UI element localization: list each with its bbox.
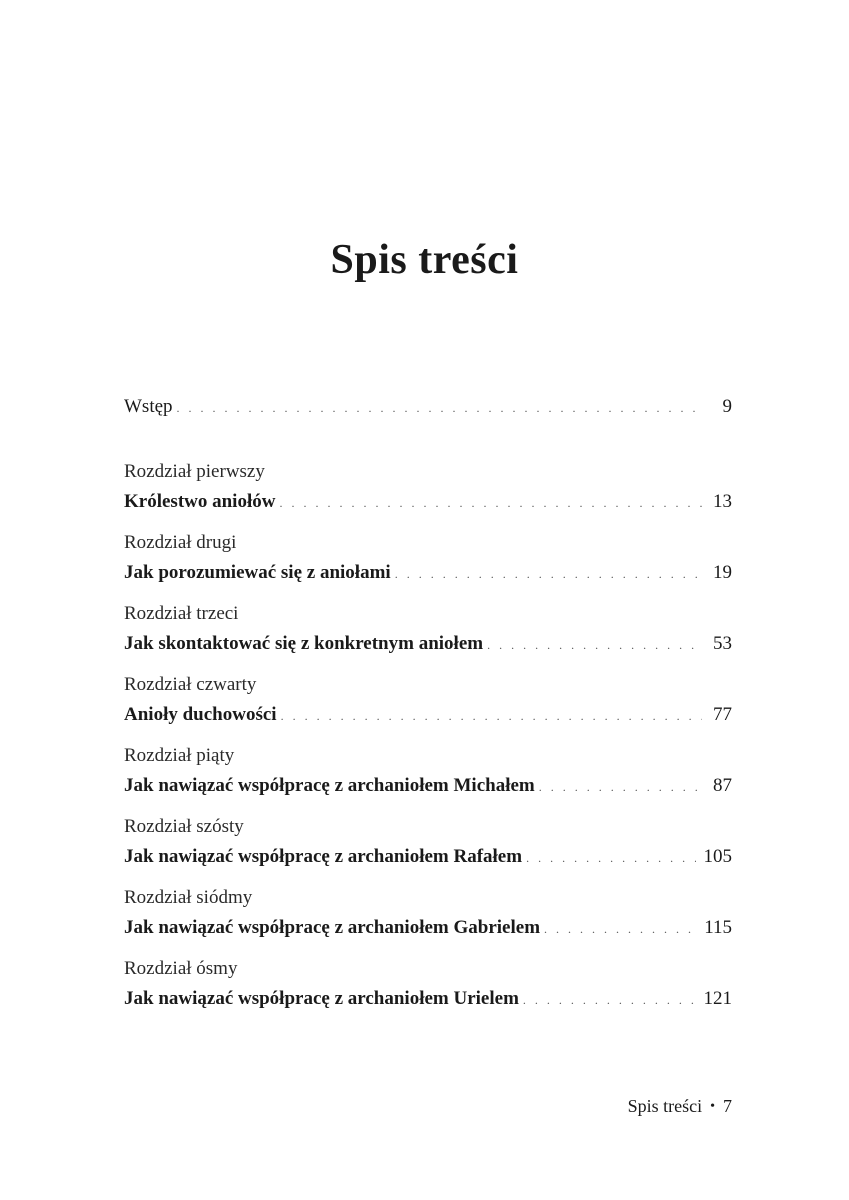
chapter-number: Rozdział piąty: [124, 745, 235, 766]
toc-row: [124, 984, 732, 1015]
intro-page-number: 9: [722, 396, 732, 417]
bullet-separator: •: [710, 1099, 715, 1114]
chapter-title: Królestwo aniołów: [124, 491, 276, 512]
chapter-page-number: 77: [713, 704, 732, 725]
toc-row: [124, 842, 732, 873]
chapter-number: Rozdział ósmy: [124, 958, 238, 979]
dot-leader: [487, 630, 702, 660]
chapter-title: Jak nawiązać współpracę z archaniołem Gabrielem: [124, 917, 541, 938]
chapter-page-number: 53: [713, 633, 732, 654]
dot-leader: [281, 701, 702, 731]
page-number: 7: [723, 1096, 732, 1116]
dot-leader: [523, 985, 696, 1015]
dot-leader: [526, 843, 695, 873]
chapter-title: Jak nawiązać współpracę z archaniołem Rafałem: [124, 846, 523, 867]
toc-entry-chapter-6[interactable]: [124, 812, 732, 873]
toc-entry-intro[interactable]: [124, 392, 732, 423]
toc-entry-chapter-4[interactable]: [124, 670, 732, 731]
dot-leader: [544, 914, 696, 944]
chapter-number: Rozdział trzeci: [124, 603, 239, 624]
chapter-number: Rozdział szósty: [124, 816, 244, 837]
chapter-title: Jak nawiązać współpracę z archaniołem Michałem: [124, 775, 535, 796]
toc-row: [124, 700, 732, 731]
page-title: Spis treści: [330, 237, 519, 283]
footer-section-title: Spis treści: [627, 1096, 703, 1116]
table-of-contents: [124, 392, 732, 1025]
dot-leader: [539, 772, 702, 802]
running-footer: [628, 1096, 732, 1117]
toc-entry-chapter-8[interactable]: [124, 954, 732, 1015]
toc-row: [124, 558, 732, 589]
chapter-title: Jak nawiązać współpracę z archaniołem Urielem: [124, 988, 519, 1009]
chapter-title: Jak skontaktować się z konkretnym aniołem: [124, 633, 484, 654]
toc-entry-chapter-1[interactable]: [124, 457, 732, 518]
intro-label: Wstęp: [124, 396, 173, 417]
toc-row: [124, 392, 732, 423]
chapter-page-number: 87: [713, 775, 732, 796]
chapter-number: Rozdział czwarty: [124, 674, 257, 695]
toc-entry-chapter-5[interactable]: [124, 741, 732, 802]
chapter-page-number: 121: [703, 988, 732, 1009]
toc-entry-chapter-7[interactable]: [124, 883, 732, 944]
toc-row: [124, 629, 732, 660]
toc-row: [124, 913, 732, 944]
toc-entry-chapter-3[interactable]: [124, 599, 732, 660]
chapter-number: Rozdział drugi: [124, 532, 237, 553]
chapter-title: Anioły duchowości: [124, 704, 277, 725]
chapter-page-number: 105: [703, 846, 732, 867]
toc-row: [124, 771, 732, 802]
chapter-title: Jak porozumiewać się z aniołami: [124, 562, 391, 583]
toc-row: [124, 487, 732, 518]
chapter-page-number: 19: [713, 562, 732, 583]
toc-entry-chapter-2[interactable]: [124, 528, 732, 589]
chapter-number: Rozdział siódmy: [124, 887, 253, 908]
dot-leader: [395, 559, 702, 589]
chapter-page-number: 115: [704, 917, 732, 938]
dot-leader: [177, 393, 702, 423]
chapter-number: Rozdział pierwszy: [124, 461, 265, 482]
chapter-page-number: 13: [713, 491, 732, 512]
dot-leader: [279, 488, 702, 518]
